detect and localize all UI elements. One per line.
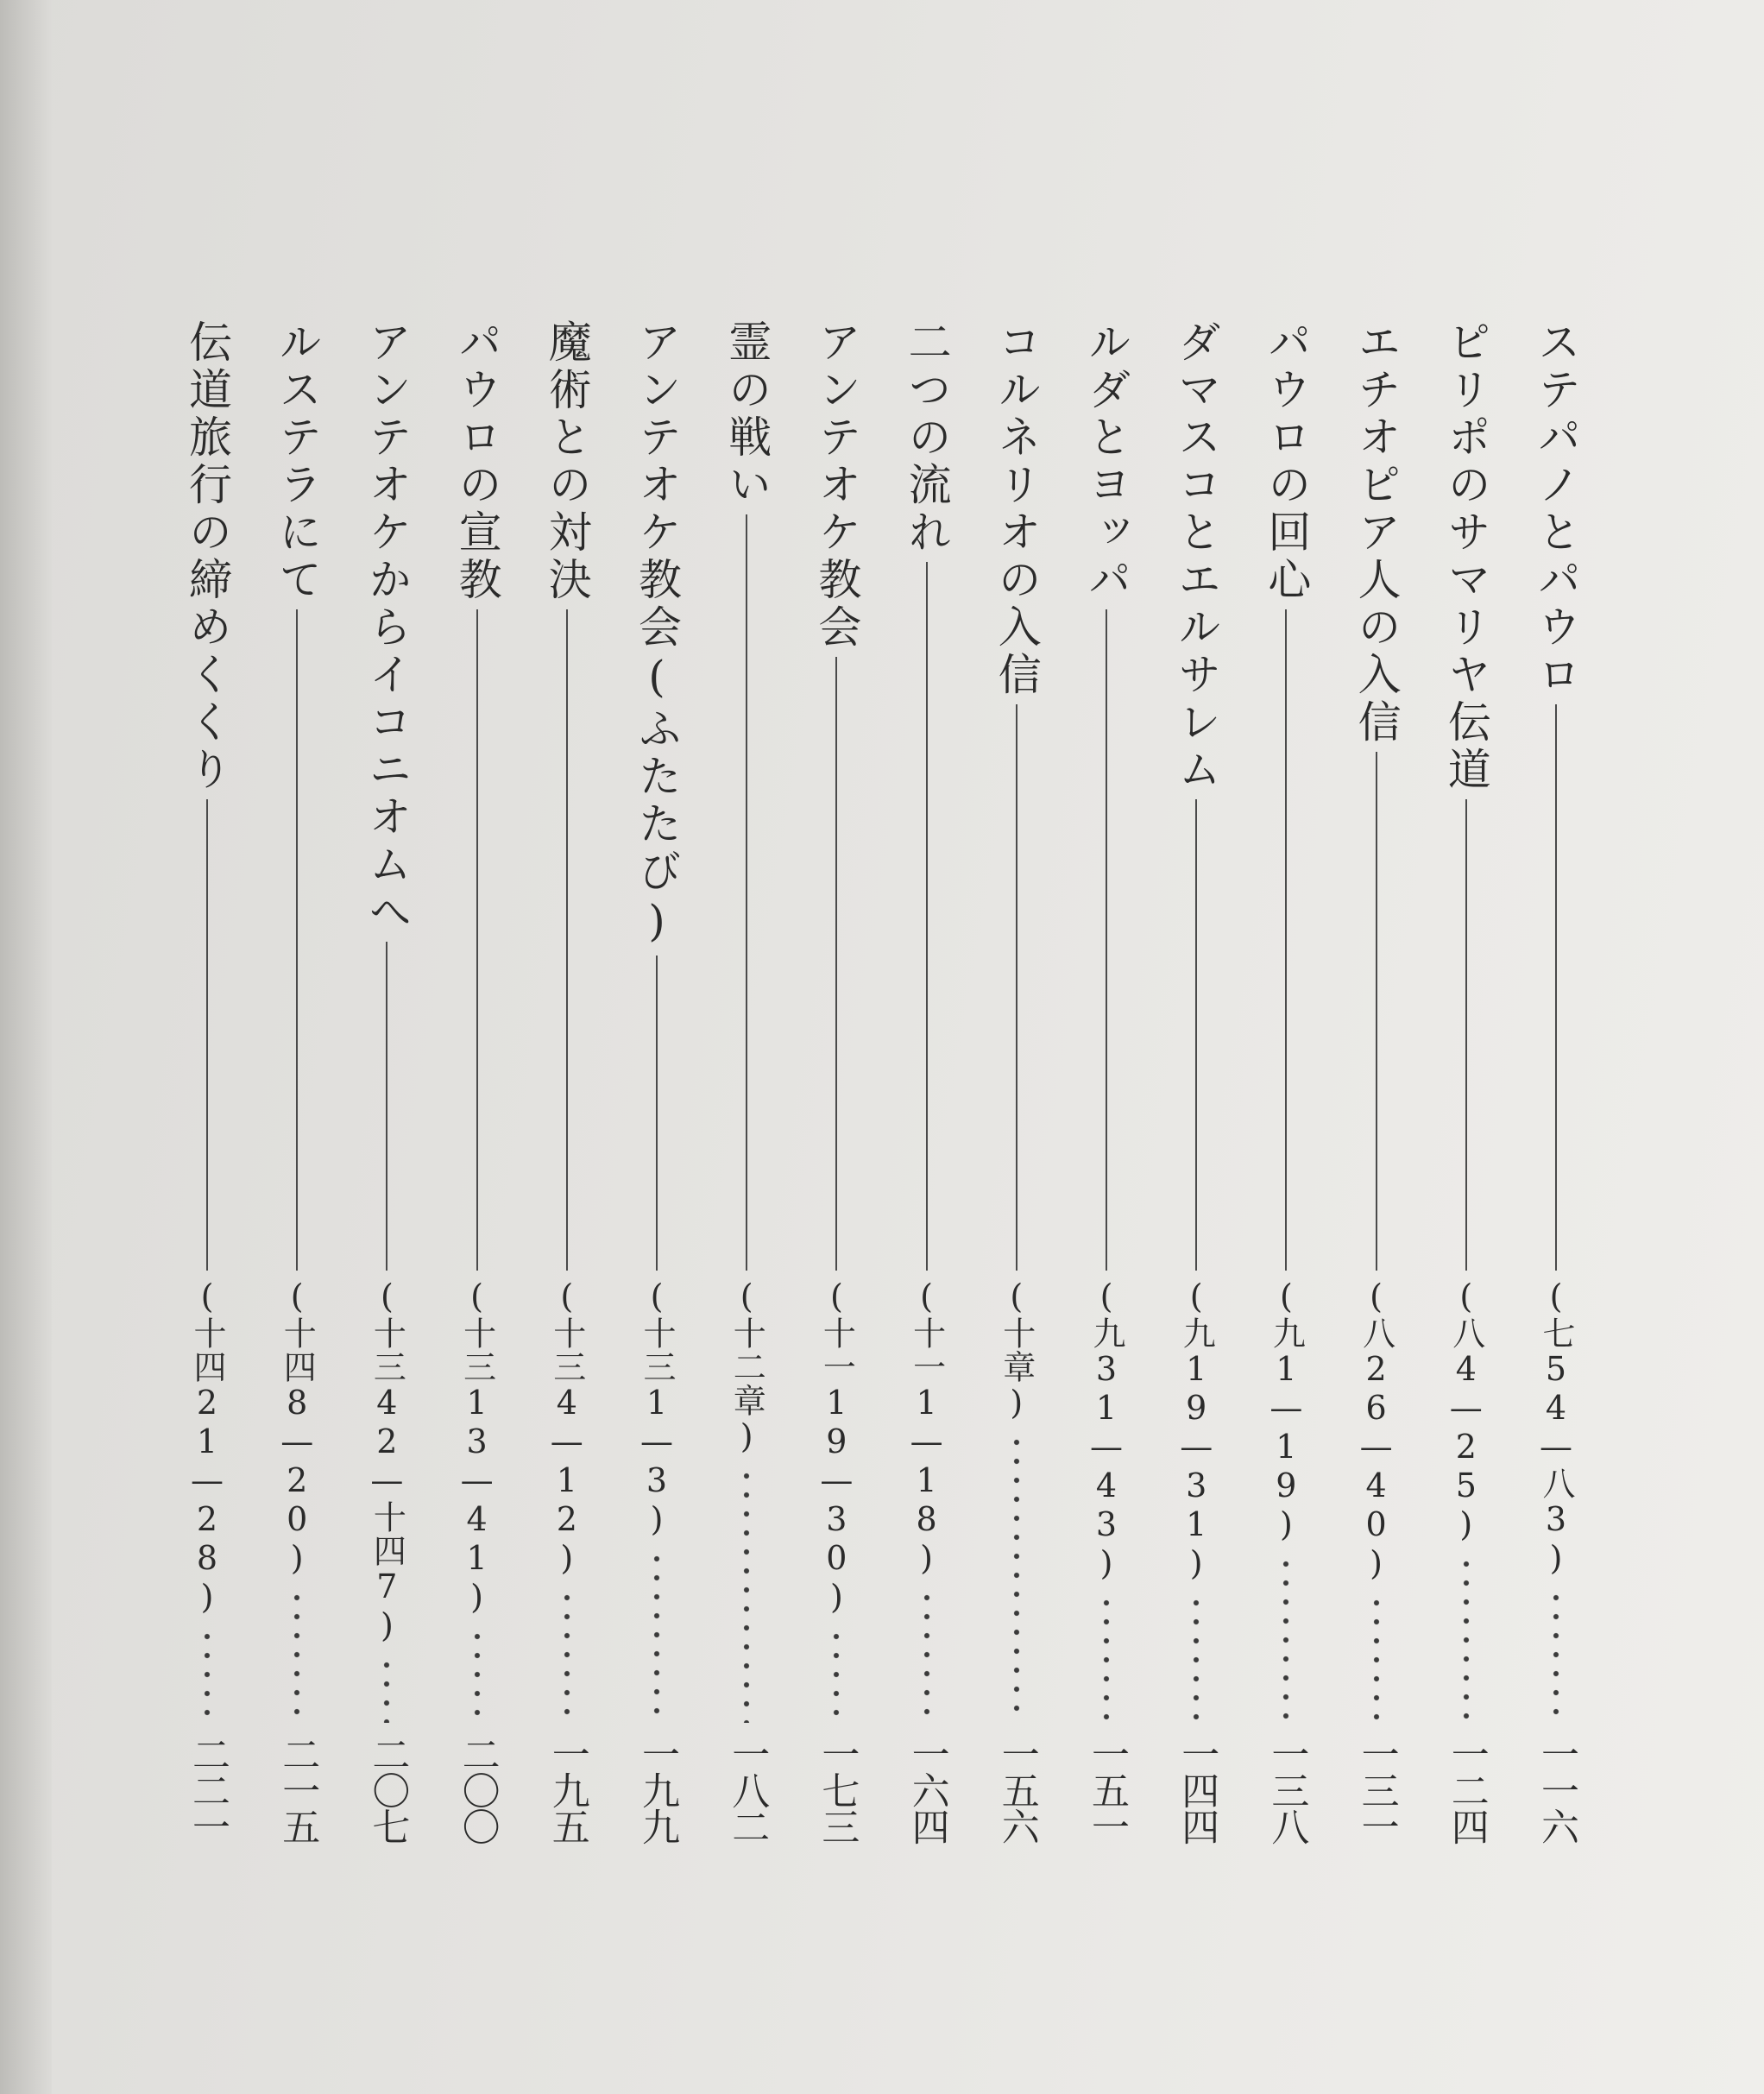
leader-line <box>476 609 478 1271</box>
toc-entry[interactable] <box>177 319 237 1851</box>
leader-dots <box>1462 1555 1471 1723</box>
leader-dots <box>1282 1555 1290 1723</box>
page-number: 一五一 <box>1085 1735 1129 1844</box>
entry-title: ピリポのサマリヤ伝道 <box>1440 319 1491 794</box>
leader-dots <box>473 1627 482 1723</box>
page-number: 一二四 <box>1444 1735 1489 1844</box>
toc-entry[interactable] <box>1526 319 1586 1851</box>
scripture-reference: (九31—43) <box>1087 1277 1125 1583</box>
entry-title: 魔術との対決 <box>541 319 592 604</box>
toc-entry[interactable] <box>537 319 597 1851</box>
leader-dots <box>1372 1593 1381 1723</box>
page-number: 二〇〇 <box>455 1735 500 1844</box>
entry-title: 霊の戦い <box>721 319 772 509</box>
leader-line <box>926 562 928 1271</box>
page-number: 二〇七 <box>365 1735 410 1844</box>
toc-entry[interactable] <box>1346 319 1407 1851</box>
entry-title: パウロの回心 <box>1261 319 1312 604</box>
page-number: 一五六 <box>994 1735 1039 1844</box>
leader-line <box>566 609 568 1271</box>
scripture-reference: (十三1—3) <box>638 1277 676 1539</box>
leader-dots <box>1192 1593 1200 1723</box>
leader-dots <box>832 1627 841 1723</box>
toc-entry[interactable] <box>267 319 327 1851</box>
entry-title: エチオピア人の入信 <box>1351 319 1402 747</box>
entry-title: ルダとヨッパ <box>1081 319 1131 604</box>
scripture-reference: (七54—八3) <box>1537 1277 1575 1578</box>
entry-title: ダマスコとエルサレム <box>1171 319 1222 794</box>
leader-dots <box>293 1588 301 1723</box>
toc-entry[interactable] <box>447 319 507 1851</box>
toc-entry[interactable] <box>627 319 687 1851</box>
toc-entry[interactable] <box>356 319 417 1851</box>
entry-title: ステパノとパウロ <box>1531 319 1581 699</box>
toc-entry[interactable] <box>1436 319 1496 1851</box>
leader-dots <box>1102 1593 1111 1723</box>
toc-entry[interactable] <box>1256 319 1316 1851</box>
leader-dots <box>652 1549 661 1723</box>
entry-title: アンテオケ教会 <box>811 319 862 652</box>
page-number: 一六四 <box>904 1735 949 1844</box>
leader-line <box>1555 704 1557 1271</box>
toc-entry[interactable] <box>806 319 866 1851</box>
leader-dots <box>1552 1588 1560 1723</box>
scripture-reference: (十三4—12) <box>547 1277 586 1578</box>
scripture-reference: (九1—19) <box>1267 1277 1306 1544</box>
toc-entry[interactable] <box>897 319 957 1851</box>
leader-line <box>1016 704 1017 1271</box>
page-number: 一一六 <box>1534 1735 1578 1844</box>
leader-line <box>386 942 387 1271</box>
page-number: 二一五 <box>275 1735 320 1844</box>
leader-line <box>1285 609 1287 1271</box>
toc-entry[interactable] <box>716 319 777 1851</box>
scripture-reference: (十二章) <box>728 1277 766 1456</box>
page-number: 一七三 <box>815 1735 860 1844</box>
page-number: 二二一 <box>186 1735 230 1844</box>
scripture-reference: (十一19—30) <box>817 1277 856 1617</box>
leader-dots <box>382 1656 391 1723</box>
entry-title: コルネリオの入信 <box>991 319 1042 699</box>
scripture-reference: (十三42—十四7) <box>368 1277 406 1645</box>
scripture-reference: (八26—40) <box>1357 1277 1395 1583</box>
page-number: 一四四 <box>1175 1735 1219 1844</box>
scripture-reference: (十三13—41) <box>457 1277 496 1617</box>
scripture-reference: (十章) <box>997 1277 1036 1422</box>
scripture-reference: (十四21—28) <box>188 1277 226 1617</box>
leader-line <box>746 514 747 1271</box>
leader-dots <box>203 1627 211 1723</box>
leader-dots <box>923 1588 931 1723</box>
leader-line <box>656 956 658 1271</box>
toc-entry[interactable] <box>1076 319 1137 1851</box>
leader-dots <box>563 1588 571 1723</box>
scripture-reference: (八4—25) <box>1446 1277 1485 1544</box>
leader-line <box>1106 609 1107 1271</box>
page-number: 一九五 <box>545 1735 589 1844</box>
page-number: 一三八 <box>1264 1735 1309 1844</box>
entry-title: アンテオケからイコニオムへ <box>362 319 413 937</box>
entry-title: ルステラにて <box>272 319 323 604</box>
scripture-reference: (九19—31) <box>1177 1277 1216 1583</box>
entry-title: アンテオケ教会(ふたたび) <box>632 319 682 950</box>
leader-line <box>835 657 837 1271</box>
leader-line <box>1465 799 1467 1271</box>
entry-title: パウロの宣教 <box>451 319 502 604</box>
leader-dots <box>742 1466 751 1723</box>
scripture-reference: (十一1—18) <box>907 1277 946 1578</box>
leader-dots <box>1012 1433 1021 1723</box>
toc-entry[interactable] <box>986 319 1047 1851</box>
entry-title: 二つの流れ <box>901 319 952 557</box>
leader-line <box>1195 799 1197 1271</box>
leader-line <box>206 799 208 1271</box>
page-number: 一八二 <box>725 1735 770 1844</box>
entry-title: 伝道旅行の締めくくり <box>182 319 232 794</box>
leader-line <box>296 609 298 1271</box>
leader-line <box>1376 752 1377 1271</box>
scripture-reference: (十四8—20) <box>278 1277 317 1578</box>
toc-entry[interactable] <box>1166 319 1226 1851</box>
page-number: 一三一 <box>1354 1735 1399 1844</box>
page-number: 一九九 <box>635 1735 679 1844</box>
